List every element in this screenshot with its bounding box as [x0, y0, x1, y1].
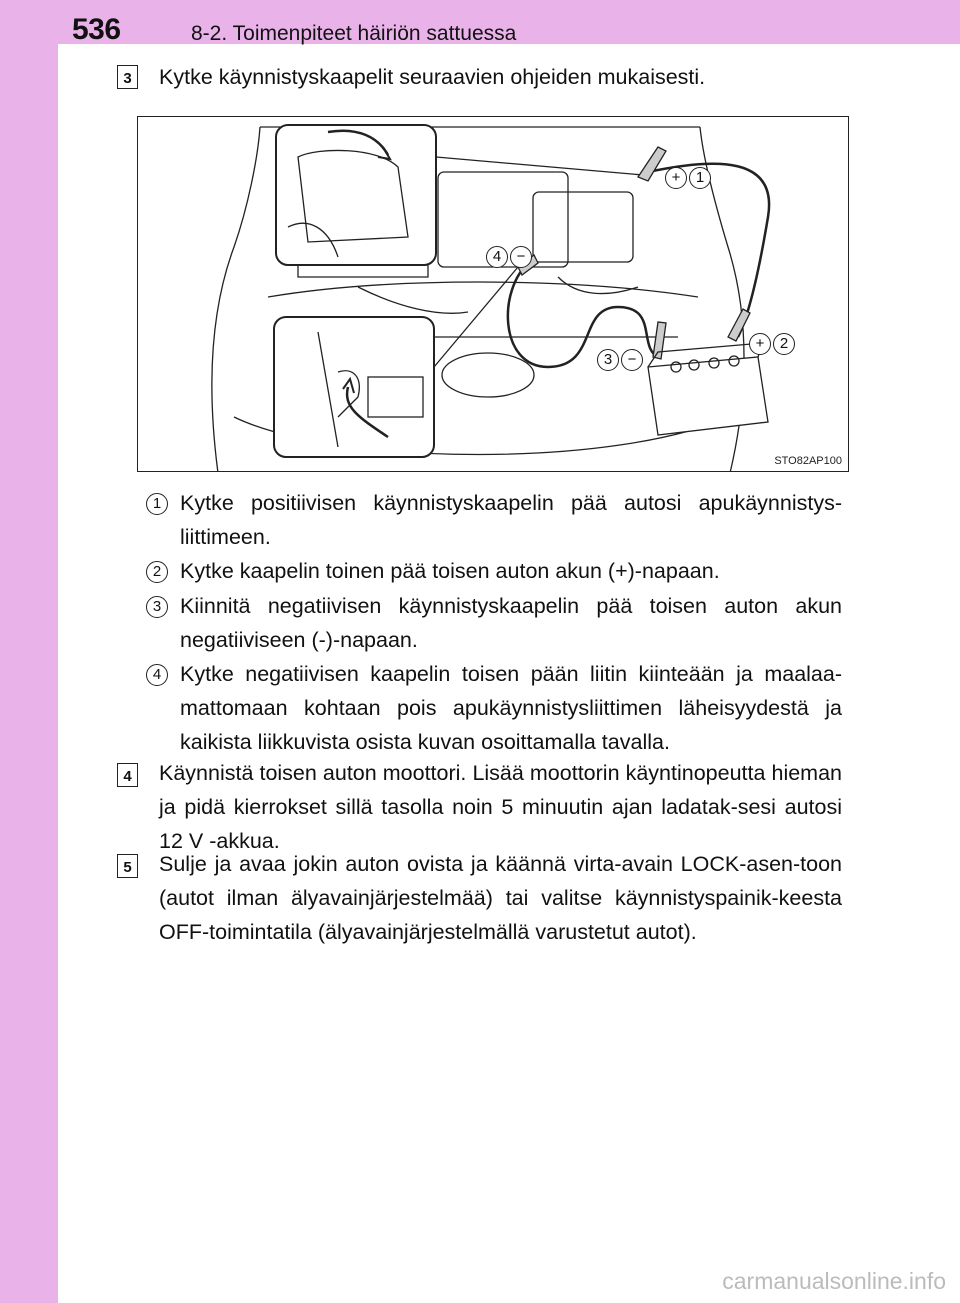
substep-text: Kytke negatiivisen kaapelin toisen pään liitin kiinteään ja maalaa-mattomaan kohtaan pois apukäynnistysliittimen läheisyydestä ja kaikista liikkuvista osista kuvan osoittamalla tavalla.	[180, 662, 842, 754]
step-text: Kytke käynnistyskaapelit seuraavien ohjeiden mukaisesti.	[159, 65, 706, 89]
substep-text: Kytke positiivisen käynnistyskaapelin pää autosi apukäynnistys-liittimeen.	[180, 491, 842, 549]
callout-3: 3	[597, 349, 619, 371]
plus-symbol: +	[665, 167, 687, 189]
substep-text: Kytke kaapelin toinen pää toisen auton akun (+)-napaan.	[180, 559, 720, 583]
step-number-box: 5	[117, 854, 138, 878]
watermark: carmanualsonline.info	[722, 1268, 946, 1294]
section-title: 8-2. Toimenpiteet häiriön sattuessa	[191, 22, 517, 45]
side-tab	[0, 0, 58, 1303]
substep-number: 1	[146, 493, 168, 515]
callout-2: 2	[773, 333, 795, 355]
step-number-box: 3	[117, 65, 138, 89]
substep-text: Kiinnitä negatiivisen käynnistyskaapelin pää toisen auton akun negatiiviseen (-)-napaan.	[180, 594, 842, 652]
engine-bay-drawing	[138, 117, 849, 472]
step-text: Käynnistä toisen auton moottori. Lisää moottorin käyntinopeutta hieman ja pidä kierrokset sillä tasolla noin 5 minuutin ajan ladatak-sesi autosi 12 V -akkua.	[159, 761, 842, 853]
minus-symbol: −	[621, 349, 643, 371]
callout-4: 4	[486, 246, 508, 268]
figure-code: STO82AP100	[774, 455, 842, 467]
plus-symbol: +	[749, 333, 771, 355]
page-number: 536	[72, 13, 121, 46]
minus-symbol: −	[510, 246, 532, 268]
jump-start-illustration	[137, 116, 849, 472]
step-text: Sulje ja avaa jokin auton ovista ja käännä virta-avain LOCK-asen-toon (autot ilman älyavainjärjestelmää) tai valitse käynnistyspainik-keesta OFF-toimintatila (älyavainjärjestelmällä varustetut autot).	[159, 852, 842, 944]
substep-number: 4	[146, 664, 168, 686]
callout-1: 1	[689, 167, 711, 189]
step-number-box: 4	[117, 763, 138, 787]
substep-number: 3	[146, 596, 168, 618]
substep-number: 2	[146, 561, 168, 583]
